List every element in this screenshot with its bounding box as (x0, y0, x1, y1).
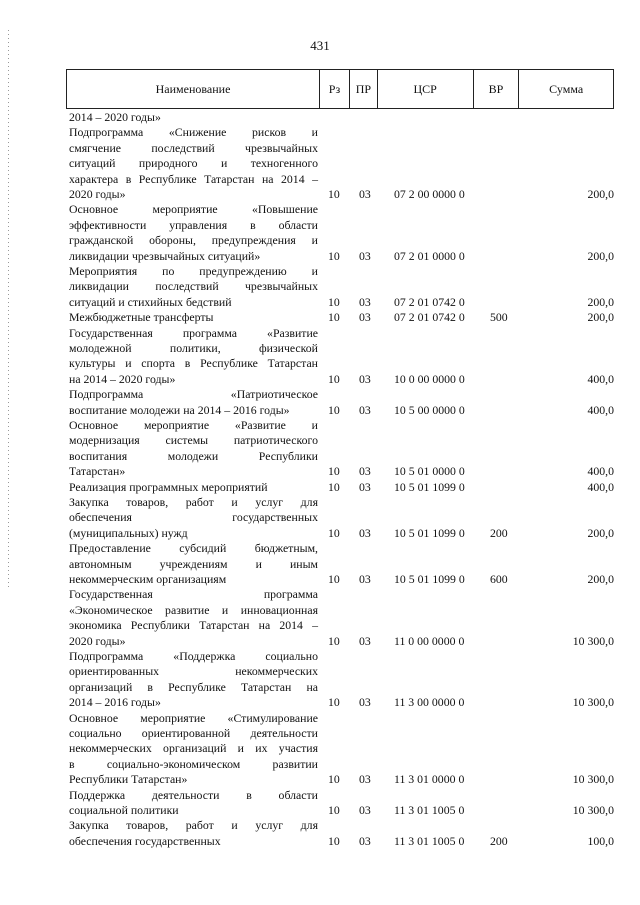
row-csr: 11 3 00 0000 0 (394, 695, 465, 710)
row-name-line: смягчение последствий чрезвычайных (69, 140, 318, 155)
row-name-line: обеспечения государственных (69, 833, 221, 848)
row-name-line: Закупка товаров, работ и услуг для (69, 495, 318, 509)
row-csr: 10 5 01 1099 0 (394, 525, 465, 540)
row-pr: 03 (359, 772, 371, 787)
row-pr: 03 (359, 248, 371, 263)
row-rz: 10 (328, 294, 340, 309)
row-name-line: социальной политики (69, 803, 179, 817)
row-name (69, 711, 318, 788)
row-rz: 10 (328, 525, 340, 540)
row-csr: 11 0 00 0000 0 (394, 633, 465, 648)
row-vr: 500 (490, 310, 508, 325)
row-name (69, 649, 318, 711)
row-name-line: воспитание молодежи на 2014 – 2016 годы» (69, 402, 290, 417)
row-name (69, 387, 318, 418)
row-pr: 03 (359, 479, 371, 494)
row-name (69, 587, 318, 649)
row-csr: 07 2 01 0000 0 (394, 248, 465, 263)
row-pr: 03 (359, 571, 371, 586)
row-csr: 11 3 01 1005 0 (394, 802, 465, 817)
row-name-line: Подпрограмма «Патриотическое (69, 387, 318, 402)
row-sum: 10 300,0 (572, 802, 614, 817)
row-rz: 10 (328, 695, 340, 710)
row-csr: 11 3 01 0000 0 (394, 772, 465, 787)
row-name (69, 418, 318, 480)
row-csr: 10 5 01 0000 0 (394, 464, 465, 479)
row-csr: 10 5 00 0000 0 (394, 402, 465, 417)
row-csr: 10 0 00 0000 0 (394, 371, 465, 386)
row-vr: 200 (490, 525, 508, 540)
row-csr: 10 5 01 1099 0 (394, 571, 465, 586)
row-sum: 200,0 (587, 294, 614, 309)
row-vr: 200 (490, 833, 508, 848)
row-csr: 11 3 01 1005 0 (394, 833, 465, 848)
row-pr: 03 (359, 802, 371, 817)
row-pr: 03 (359, 695, 371, 710)
row-name-line: 2020 годы» (69, 633, 126, 648)
row-csr: 07 2 01 0742 0 (394, 310, 465, 325)
column-header-vr: ВР (474, 70, 520, 108)
row-name-line: 2020 годы» (69, 187, 126, 202)
row-name-line: Закупка товаров, работ и услуг для (69, 818, 318, 833)
row-name-line: Государственная программа «Развитие (69, 325, 318, 340)
row-name-line: «Экономическое развитие и инновационная (69, 602, 318, 617)
row-pr: 03 (359, 186, 371, 201)
row-name-line: эффективности управления в области (69, 217, 318, 232)
row-name-line: экономика Республики Татарстан на 2014 – (69, 618, 318, 633)
row-name (69, 264, 318, 310)
row-name (69, 788, 318, 819)
row-name-line: автономным учреждениям и иным (69, 556, 318, 571)
column-header-rz: Рз (320, 70, 350, 108)
column-header-sum: Сумма (549, 81, 584, 96)
row-name-line: обеспечения государственных (69, 510, 318, 525)
row-rz: 10 (328, 402, 340, 417)
row-sum: 10 300,0 (572, 772, 614, 787)
row-name-line: Основное мероприятие «Повышение (69, 202, 318, 217)
row-name-line: организаций в Республике Татарстан на (69, 679, 318, 694)
row-rz: 10 (328, 371, 340, 386)
row-name-line: Основное мероприятие «Стимулирование (69, 710, 318, 725)
row-name (69, 480, 318, 495)
page-number: 431 (310, 38, 330, 53)
row-name-line: Реализация программных мероприятий (69, 479, 268, 494)
row-name-line: Подпрограмма «Поддержка социально (69, 649, 318, 663)
row-name-line: Межбюджетные трансферты (69, 310, 214, 325)
row-name (69, 326, 318, 388)
row-name-line: 2014 – 2020 годы» (69, 110, 161, 124)
row-sum: 400,0 (587, 402, 614, 417)
row-sum: 400,0 (587, 464, 614, 479)
row-name (69, 541, 318, 587)
row-pr: 03 (359, 525, 371, 540)
row-sum: 200,0 (587, 525, 614, 540)
row-name-line: социально ориентированной деятельности (69, 726, 318, 740)
row-name (69, 125, 318, 202)
row-name-line: в социально-экономическом развитии (69, 756, 318, 771)
row-pr: 03 (359, 464, 371, 479)
row-rz: 10 (328, 833, 340, 848)
row-pr: 03 (359, 633, 371, 648)
row-name-line: гражданской обороны, предупреждения и (69, 233, 318, 248)
row-name-line: модернизация системы патриотического (69, 433, 318, 448)
column-header-name: Наименование (67, 70, 320, 108)
row-name-line: воспитания молодежи Республики (69, 448, 318, 463)
row-sum: 200,0 (587, 310, 614, 325)
row-name-line: ликвидации последствий чрезвычайных (69, 279, 318, 294)
row-name (69, 110, 318, 125)
row-name-line: Мероприятия по предупреждению и (69, 264, 318, 278)
row-pr: 03 (359, 310, 371, 325)
row-name-line: (муниципальных) нужд (69, 525, 188, 540)
row-name-line: 2014 – 2016 годы» (69, 695, 161, 710)
row-pr: 03 (359, 402, 371, 417)
row-csr: 07 2 00 0000 0 (394, 186, 465, 201)
row-sum: 10 300,0 (572, 695, 614, 710)
row-sum: 100,0 (587, 833, 614, 848)
row-name-line: некоммерческих организаций и их участия (69, 741, 318, 756)
row-rz: 10 (328, 772, 340, 787)
row-name (69, 310, 318, 325)
row-rz: 10 (328, 633, 340, 648)
row-sum: 10 300,0 (572, 633, 614, 648)
row-pr: 03 (359, 833, 371, 848)
row-rz: 10 (328, 479, 340, 494)
row-name (69, 495, 318, 541)
row-name-line: Поддержка деятельности в области (69, 787, 318, 802)
row-pr: 03 (359, 294, 371, 309)
row-name-line: на 2014 – 2020 годы» (69, 371, 176, 386)
row-name-line: ситуаций природного и техногенного (69, 156, 318, 171)
row-sum: 200,0 (587, 248, 614, 263)
row-name-line: ликвидации чрезвычайных ситуаций» (69, 248, 261, 263)
left-margin-binding-mark (8, 30, 9, 590)
row-name-line: Предоставление субсидий бюджетным, (69, 541, 318, 556)
row-name-line: характера в Республике Татарстан на 2014 – (69, 171, 318, 186)
row-name-line: культуры и спорта в Республике Татарстан (69, 356, 318, 371)
row-sum: 400,0 (587, 371, 614, 386)
row-rz: 10 (328, 248, 340, 263)
table-header (66, 69, 614, 109)
row-rz: 10 (328, 310, 340, 325)
row-sum: 200,0 (587, 571, 614, 586)
row-csr: 10 5 01 1099 0 (394, 479, 465, 494)
row-vr: 600 (490, 571, 508, 586)
row-name (69, 818, 318, 849)
row-name-line: ситуаций и стихийных бедствий (69, 294, 232, 309)
column-header-pr: ПР (350, 70, 378, 108)
row-name-line: молодежной политики, физической (69, 341, 318, 355)
row-rz: 10 (328, 464, 340, 479)
row-sum: 400,0 (587, 479, 614, 494)
row-rz: 10 (328, 186, 340, 201)
row-csr: 07 2 01 0742 0 (394, 294, 465, 309)
row-name-line: Республики Татарстан» (69, 772, 188, 787)
column-header-csr: ЦСР (378, 70, 474, 108)
row-pr: 03 (359, 371, 371, 386)
row-name (69, 202, 318, 264)
row-name-line: Подпрограмма «Снижение рисков и (69, 125, 318, 140)
row-sum: 200,0 (587, 186, 614, 201)
row-rz: 10 (328, 802, 340, 817)
row-name-line: ориентированных некоммерческих (69, 664, 318, 679)
row-name-line: Государственная программа (69, 587, 318, 602)
row-name-line: Основное мероприятие «Развитие и (69, 418, 318, 432)
row-rz: 10 (328, 571, 340, 586)
row-name-line: некоммерческим организациям (69, 572, 227, 586)
row-name-line: Татарстан» (69, 464, 126, 479)
